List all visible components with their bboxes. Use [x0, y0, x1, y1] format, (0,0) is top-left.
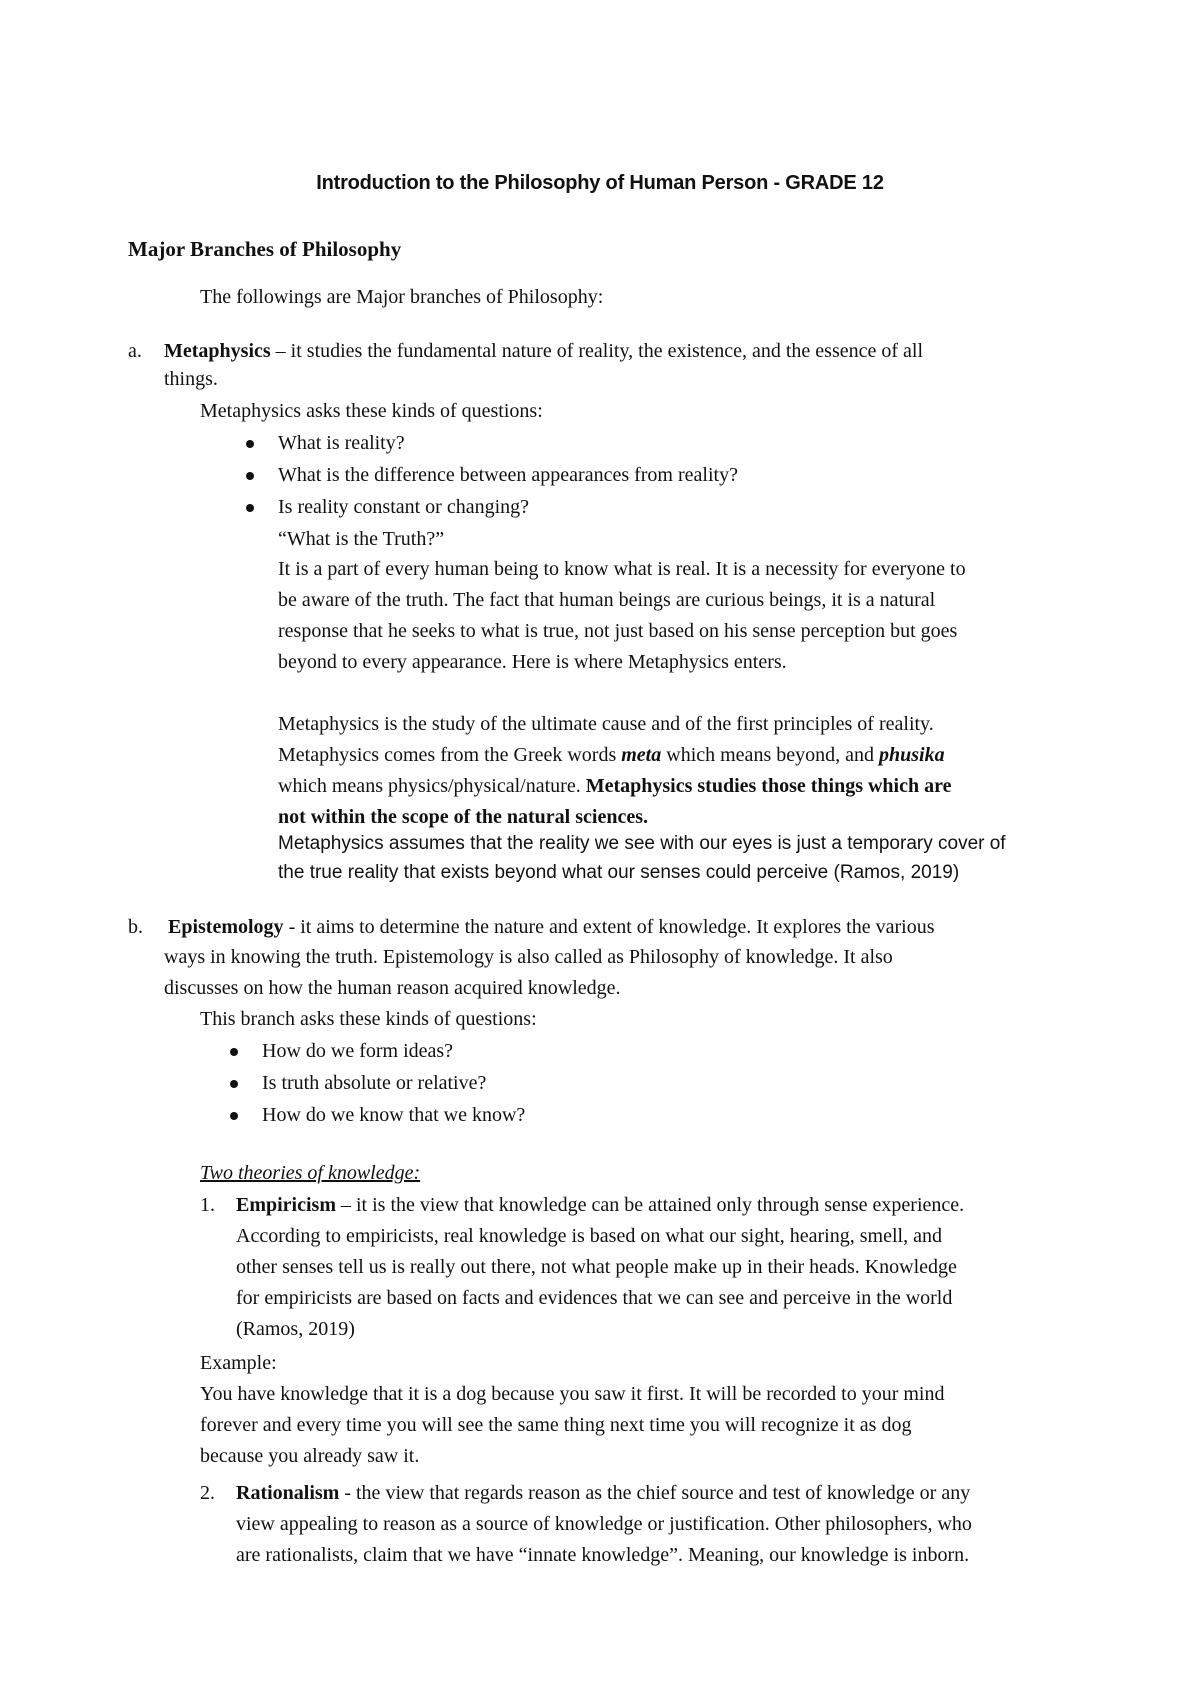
paragraph-line: for empiricists are based on facts and evidences that we can see and perceive in the world: [236, 1287, 953, 1309]
paragraph-line: other senses tell us is really out there, not what people make up in their heads. Knowledge: [236, 1256, 957, 1278]
greek-word-meta: meta: [621, 744, 662, 766]
metaphysics-question: Is reality constant or changing?: [278, 496, 530, 518]
epistemology-asks: This branch asks these kinds of questions:: [200, 1008, 537, 1030]
bullet-icon: [246, 504, 254, 512]
paragraph-line: forever and every time you will see the same thing next time you will recognize it as dog: [200, 1414, 912, 1436]
metaphysics-paragraph-3: [278, 829, 1006, 887]
metaphysics-asks: Metaphysics asks these kinds of questions:: [200, 400, 543, 422]
bold-text: Metaphysics studies those things which are: [585, 775, 952, 797]
paragraph-line: [236, 1190, 964, 1221]
paragraph-line: the true reality that exists beyond what our senses could perceive (Ramos, 2019): [278, 862, 960, 883]
theories-heading: Two theories of knowledge:: [200, 1162, 421, 1184]
rationalism-definition: [236, 1478, 972, 1571]
list-marker-1: 1.: [200, 1194, 215, 1216]
paragraph-line: discusses on how the human reason acquired knowledge.: [164, 977, 621, 999]
paragraph-line: are rationalists, claim that we have “innate knowledge”. Meaning, our knowledge is inborn.: [236, 1544, 970, 1566]
empiricism-definition: [236, 1190, 964, 1345]
intro-text: The followings are Major branches of Philosophy:: [200, 286, 604, 308]
paragraph-line: [168, 912, 934, 943]
paragraph-line: It is a part of every human being to know what is real. It is a necessity for everyone to: [278, 558, 966, 580]
rationalism-term: Rationalism: [236, 1482, 340, 1504]
list-marker-b: b.: [128, 916, 143, 938]
paragraph-line: response that he seeks to what is true, not just based on his sense perception but goes: [278, 620, 958, 642]
paragraph-line: You have knowledge that it is a dog because you saw it first. It will be recorded to your mind: [200, 1383, 945, 1405]
epistemology-term: Epistemology: [168, 916, 284, 938]
list-marker-2: 2.: [200, 1482, 215, 1504]
metaphysics-definition-line2: things.: [164, 368, 218, 390]
bullet-icon: [246, 472, 254, 480]
bullet-icon: [230, 1080, 238, 1088]
paragraph-line: Metaphysics is the study of the ultimate cause and of the first principles of reality.: [278, 713, 934, 735]
text-run: – it is the view that knowledge can be attained only through sense experience.: [336, 1194, 965, 1216]
text-run: Metaphysics comes from the Greek words: [278, 744, 622, 766]
text-run: - the view that regards reason as the chief source and test of knowledge or any: [339, 1482, 971, 1504]
epistemology-definition: [168, 912, 934, 943]
paragraph-line: (Ramos, 2019): [236, 1318, 355, 1340]
metaphysics-question: What is the difference between appearances from reality?: [278, 464, 738, 486]
paragraph-line: [278, 771, 952, 802]
paragraph-line: because you already saw it.: [200, 1445, 420, 1467]
section-heading: Major Branches of Philosophy: [128, 237, 402, 261]
greek-word-phusika: phusika: [878, 744, 945, 766]
paragraph-line: beyond to every appearance. Here is where Metaphysics enters.: [278, 651, 787, 673]
paragraph-line: According to empiricists, real knowledge is based on what our sight, hearing, smell, and: [236, 1225, 942, 1247]
empiricism-example: [200, 1348, 944, 1472]
list-marker-a: a.: [128, 340, 142, 362]
epistemology-question: Is truth absolute or relative?: [262, 1072, 487, 1094]
metaphysics-def-text: – it studies the fundamental nature of reality, the existence, and the essence of all: [270, 340, 924, 362]
metaphysics-term: Metaphysics: [164, 340, 271, 362]
bullet-icon: [230, 1048, 238, 1056]
paragraph-line: Metaphysics assumes that the reality we see with our eyes is just a temporary cover of: [278, 833, 1006, 854]
paragraph-line: be aware of the truth. The fact that human beings are curious beings, it is a natural: [278, 589, 936, 611]
paragraph-line: view appealing to reason as a source of knowledge or justification. Other philosophers, who: [236, 1513, 972, 1535]
example-label: Example:: [200, 1352, 277, 1374]
text-run: which means beyond, and: [661, 744, 879, 766]
epistemology-question: How do we form ideas?: [262, 1040, 454, 1062]
epistemology-def-text: - it aims to determine the nature and extent of knowledge. It explores the various: [283, 916, 935, 938]
metaphysics-paragraph-1: [278, 554, 966, 678]
metaphysics-definition-line1: [164, 336, 923, 367]
truth-quote: “What is the Truth?”: [278, 528, 445, 550]
bullet-icon: [246, 440, 254, 448]
paragraph-line: [236, 1478, 972, 1509]
bold-text: not within the scope of the natural sciences.: [278, 806, 648, 828]
metaphysics-question: What is reality?: [278, 432, 405, 454]
metaphysics-paragraph-2: [278, 709, 952, 833]
epistemology-question: How do we know that we know?: [262, 1104, 526, 1126]
paragraph-line: [278, 740, 952, 771]
paragraph-line: ways in knowing the truth. Epistemology is also called as Philosophy of knowledge. It also: [164, 946, 893, 968]
text-run: which means physics/physical/nature.: [278, 775, 586, 797]
epistemology-definition-cont: [164, 942, 893, 1004]
bullet-icon: [230, 1112, 238, 1120]
empiricism-term: Empiricism: [236, 1194, 336, 1216]
document-title: Introduction to the Philosophy of Human Person - GRADE 12: [316, 172, 884, 194]
